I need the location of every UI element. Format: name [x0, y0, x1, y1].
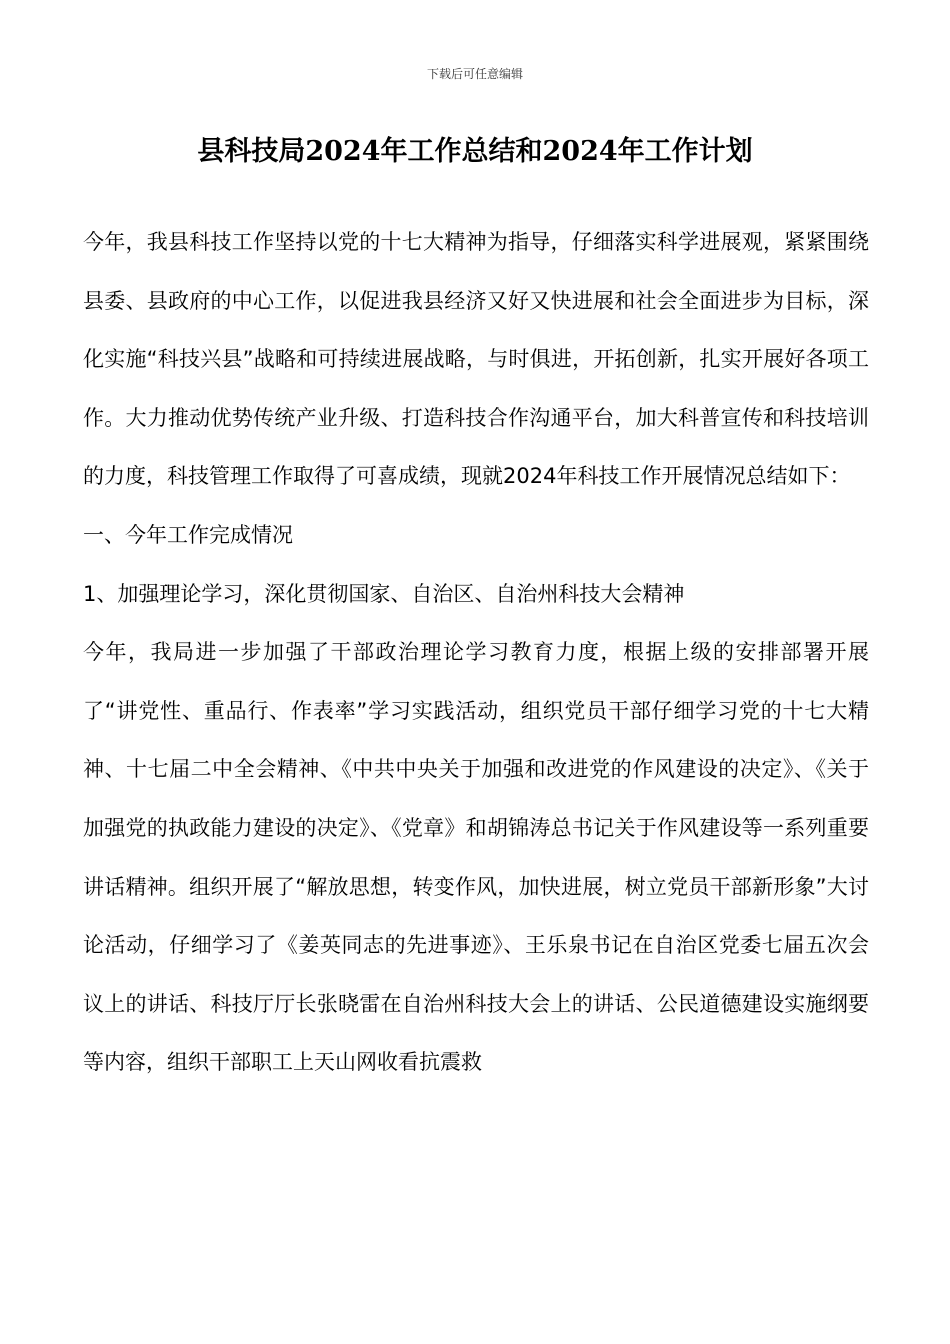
intro-paragraph: 今年，我县科技工作坚持以党的十七大精神为指导，仔细落实科学进展观，紧紧围绕县委、县政府的中心工作，以促进我县经济又好又快进展和社会全面进步为目标，深化实施“科技兴县”战略和可持续进展战略，与时俱进，开拓创新，扎实开展好各项工作。大力推动优势传统产业升级、打造科技合作沟通平台，加大科普宣传和科技培训的力度，科技管理工作取得了可喜成绩，现就2024年科技工作开展情况总结如下：: [83, 230, 869, 489]
body-paragraph: 今年，我局进一步加强了干部政治理论学习教育力度，根据上级的安排部署开展了“讲党性、重品行、作表率”学习实践活动，组织党员干部仔细学习党的十七大精神、十七届二中全会精神、《中共中央关于加强和改进党的作风建设的决定》、《关于加强党的执政能力建设的决定》、《党章》和胡锦涛总书记关于作风建设等一系列重要讲话精神。组织开展了“解放思想，转变作风，加快进展，树立党员干部新形象”大讨论活动，仔细学习了《姜英同志的先进事迹》、王乐泉书记在自治区党委七届五次会议上的讲话、科技厅厅长张晓雷在自治州科技大会上的讲话、公民道德建设实施纲要等内容，组织干部职工上天山网收看抗震救: [83, 640, 869, 1075]
document-body: [83, 213, 869, 1092]
download-note: 下载后可任意编辑: [426, 67, 523, 81]
subsection-heading: 1、加强理论学习，深化贯彻国家、自治区、自治州科技大会精神: [83, 581, 685, 606]
document-title: 县科技局2024年工作总结和2024年工作计划: [197, 136, 753, 167]
section-heading: 一、今年工作完成情况: [83, 522, 293, 547]
